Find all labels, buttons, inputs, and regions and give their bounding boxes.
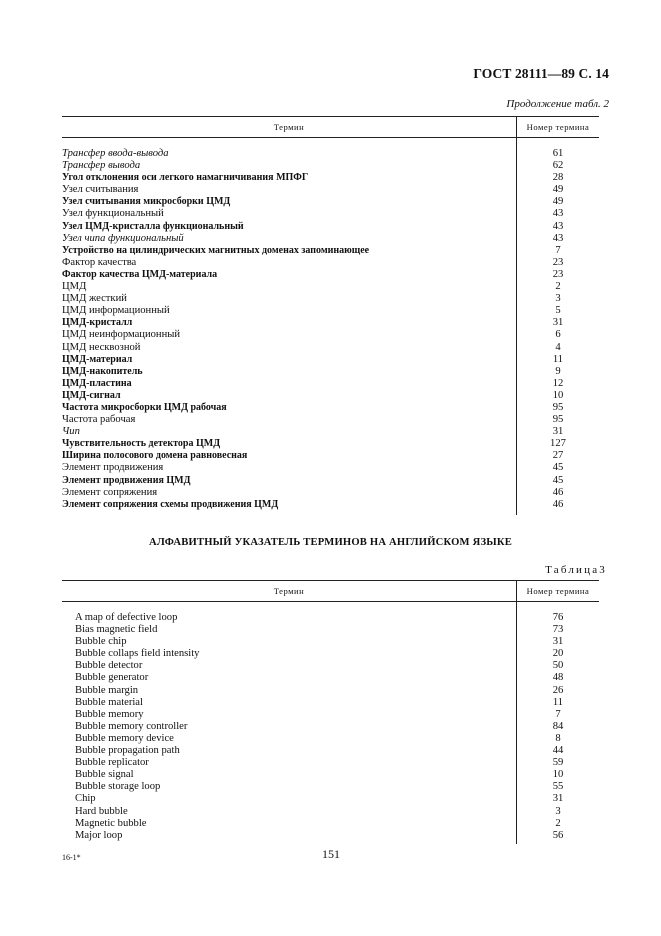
table-row	[62, 414, 599, 426]
column-divider	[516, 138, 517, 515]
table-row	[62, 196, 599, 208]
term-cell: Трансфер ввода-вывода	[62, 148, 169, 159]
term-cell: Bubble memory controller	[75, 720, 188, 732]
table-row	[62, 354, 599, 366]
term-number-cell: 73	[552, 624, 564, 636]
term-cell: ЦМД-накопитель	[62, 365, 143, 377]
term-cell: Bubble memory device	[75, 732, 174, 744]
term-cell: Элемент продвижения ЦМД	[62, 474, 191, 486]
term-number-cell: 50	[552, 660, 564, 672]
term-cell: Элемент продвижения	[62, 462, 164, 474]
term-number-cell: 55	[552, 781, 564, 793]
term-number-cell: 43	[552, 208, 564, 220]
term-number-cell: 11	[552, 696, 564, 708]
table-row	[62, 329, 599, 341]
term-cell: Фактор качества ЦМД-материала	[62, 268, 218, 280]
term-cell: Bubble material	[75, 696, 143, 708]
term-number-cell: 3	[555, 293, 561, 305]
term-number-cell: 6	[555, 329, 561, 341]
term-number-cell: 12	[552, 377, 564, 389]
term-cell: Bias magnetic field	[75, 624, 158, 636]
table-row	[62, 257, 599, 269]
term-number-cell: 7	[555, 708, 561, 720]
term-number-cell: 2	[555, 817, 561, 829]
term-number-cell: 76	[552, 612, 564, 623]
term-number-cell: 9	[555, 365, 561, 377]
term-cell: ЦМД жесткий	[62, 293, 127, 305]
table-row	[62, 184, 599, 196]
term-cell: Чувствительность детектора ЦМД	[62, 438, 221, 450]
term-number-cell: 20	[552, 648, 564, 660]
term-cell: Bubble margin	[75, 684, 139, 696]
table-row	[62, 709, 599, 721]
table-3	[62, 580, 599, 844]
term-number-cell: 95	[552, 414, 564, 426]
table-row	[62, 624, 599, 636]
column-header-number: Номер термина	[516, 581, 599, 601]
term-number-cell: 10	[552, 769, 564, 781]
column-header-term: Термин	[273, 586, 305, 596]
term-number-cell: 7	[555, 244, 561, 256]
term-cell: ЦМД-материал	[62, 353, 133, 365]
term-number-cell: 23	[552, 256, 564, 268]
term-number-cell: 56	[552, 829, 564, 841]
term-cell: Ширина полосового домена равновесная	[62, 450, 248, 462]
table-row	[62, 438, 599, 450]
table-row	[62, 221, 599, 233]
table-3-label: Таблица3	[545, 564, 607, 576]
term-number-cell: 31	[552, 636, 564, 648]
table-row	[62, 208, 599, 220]
document-code: ГОСТ 28111—89 С. 14	[473, 66, 609, 81]
term-number-cell: 8	[555, 732, 561, 744]
term-cell: Чип	[62, 426, 80, 438]
table-row	[62, 499, 599, 511]
term-number-cell: 61	[552, 148, 564, 159]
table-row	[62, 697, 599, 709]
term-number-cell: 46	[552, 498, 564, 510]
term-cell: Chip	[75, 793, 96, 805]
table-row	[62, 245, 599, 257]
term-cell: ЦМД-кристалл	[62, 317, 133, 329]
table-row	[62, 475, 599, 487]
term-number-cell: 23	[552, 268, 564, 280]
table-row	[62, 769, 599, 781]
term-number-cell: 10	[552, 389, 564, 401]
term-number-cell: 28	[552, 172, 564, 184]
term-number-cell: 59	[552, 757, 564, 769]
term-cell: Bubble memory	[75, 708, 144, 720]
term-number-cell: 5	[555, 305, 561, 317]
term-number-cell: 84	[552, 720, 564, 732]
table-row	[62, 648, 599, 660]
term-cell: Bubble collaps field intensity	[75, 648, 200, 660]
table-row	[62, 160, 599, 172]
term-cell: Элемент сопряжения	[62, 486, 158, 498]
term-number-cell: 11	[552, 353, 564, 365]
section-title: АЛФАВИТНЫЙ УКАЗАТЕЛЬ ТЕРМИНОВ НА АНГЛИЙСКОМ ЯЗЫКЕ	[148, 537, 512, 548]
table-row	[62, 806, 599, 818]
term-number-cell: 44	[552, 745, 564, 757]
term-number-cell: 27	[552, 450, 564, 462]
table-3-header	[62, 580, 599, 602]
term-cell: Угол отклонения оси легкого намагничивания МПФГ	[62, 172, 309, 184]
table-row	[62, 317, 599, 329]
table-row	[62, 818, 599, 830]
table-row	[62, 378, 599, 390]
term-cell: Bubble storage loop	[75, 781, 161, 793]
table-row	[62, 148, 599, 160]
table-row	[62, 733, 599, 745]
table-2-header	[62, 116, 599, 138]
term-cell: Устройство на цилиндрических магнитных доменах запоминающее	[62, 244, 370, 256]
term-cell: Bubble signal	[75, 769, 134, 781]
table-row	[62, 487, 599, 499]
term-number-cell: 4	[555, 341, 561, 353]
term-number-cell: 95	[552, 401, 564, 413]
table-row	[62, 612, 599, 624]
table-row	[62, 233, 599, 245]
table-row	[62, 281, 599, 293]
term-cell: Частота микросборки ЦМД рабочая	[62, 401, 227, 413]
table-2	[62, 116, 599, 515]
term-number-cell: 43	[552, 220, 564, 232]
term-cell: Элемент сопряжения схемы продвижения ЦМД	[62, 498, 279, 510]
term-cell: Bubble chip	[75, 636, 127, 648]
column-header-term: Термин	[273, 122, 305, 132]
term-cell: Узел чипа функциональный	[62, 232, 184, 244]
table-row	[62, 366, 599, 378]
table-2-body	[62, 138, 599, 515]
table-row	[62, 305, 599, 317]
term-cell: ЦМД неинформационный	[62, 329, 181, 341]
table-row	[62, 745, 599, 757]
term-cell: Hard bubble	[75, 805, 128, 817]
table-row	[62, 450, 599, 462]
term-number-cell: 31	[552, 317, 564, 329]
term-number-cell: 3	[555, 805, 561, 817]
term-cell: Bubble replicator	[75, 757, 149, 769]
term-cell: Трансфер вывода	[62, 160, 141, 172]
table-row	[62, 757, 599, 769]
print-mark: 16-1*	[62, 853, 81, 862]
term-cell: Узел считывания	[62, 184, 139, 196]
term-number-cell: 48	[552, 672, 564, 684]
table-row	[62, 781, 599, 793]
term-cell: ЦМД несквозной	[62, 341, 141, 353]
term-number-cell: 62	[552, 160, 564, 172]
term-number-cell: 127	[550, 438, 566, 450]
table-row	[62, 462, 599, 474]
term-number-cell: 43	[552, 232, 564, 244]
table-continuation-caption: Продолжение табл. 2	[506, 98, 609, 110]
term-number-cell: 49	[552, 184, 564, 196]
term-cell: Bubble propagation path	[75, 745, 180, 757]
table-row	[62, 293, 599, 305]
term-cell: Узел функциональный	[62, 208, 164, 220]
term-cell: ЦМД-пластина	[62, 377, 132, 389]
table-row	[62, 269, 599, 281]
term-number-cell: 26	[552, 684, 564, 696]
term-number-cell: 46	[552, 486, 564, 498]
table-row	[62, 660, 599, 672]
table-row	[62, 793, 599, 805]
table-row	[62, 402, 599, 414]
term-cell: Major loop	[75, 829, 123, 841]
term-cell: Фактор качества	[62, 256, 137, 268]
table-3-body	[62, 602, 599, 844]
term-cell: Magnetic bubble	[75, 817, 147, 829]
term-cell: A map of defective loop	[75, 612, 178, 623]
term-cell: Bubble generator	[75, 672, 149, 684]
table-row	[62, 721, 599, 733]
term-cell: ЦМД	[62, 281, 87, 293]
term-cell: Частота рабочая	[62, 414, 136, 426]
term-number-cell: 45	[552, 462, 564, 474]
table-row	[62, 426, 599, 438]
term-cell: ЦМД информационный	[62, 305, 170, 317]
column-divider	[516, 602, 517, 844]
table-row	[62, 672, 599, 684]
term-number-cell: 45	[552, 474, 564, 486]
term-number-cell: 49	[552, 196, 564, 208]
table-row	[62, 830, 599, 842]
term-number-cell: 2	[555, 281, 561, 293]
term-cell: ЦМД-сигнал	[62, 389, 121, 401]
term-number-cell: 31	[552, 793, 564, 805]
table-row	[62, 685, 599, 697]
table-row	[62, 172, 599, 184]
page-number: 151	[322, 847, 340, 861]
term-cell: Узел считывания микросборки ЦМД	[62, 196, 231, 208]
term-number-cell: 31	[552, 426, 564, 438]
table-row	[62, 636, 599, 648]
term-cell: Узел ЦМД-кристалла функциональный	[62, 220, 244, 232]
table-row	[62, 390, 599, 402]
column-header-number: Номер термина	[516, 117, 599, 137]
table-row	[62, 342, 599, 354]
term-cell: Bubble detector	[75, 660, 143, 672]
